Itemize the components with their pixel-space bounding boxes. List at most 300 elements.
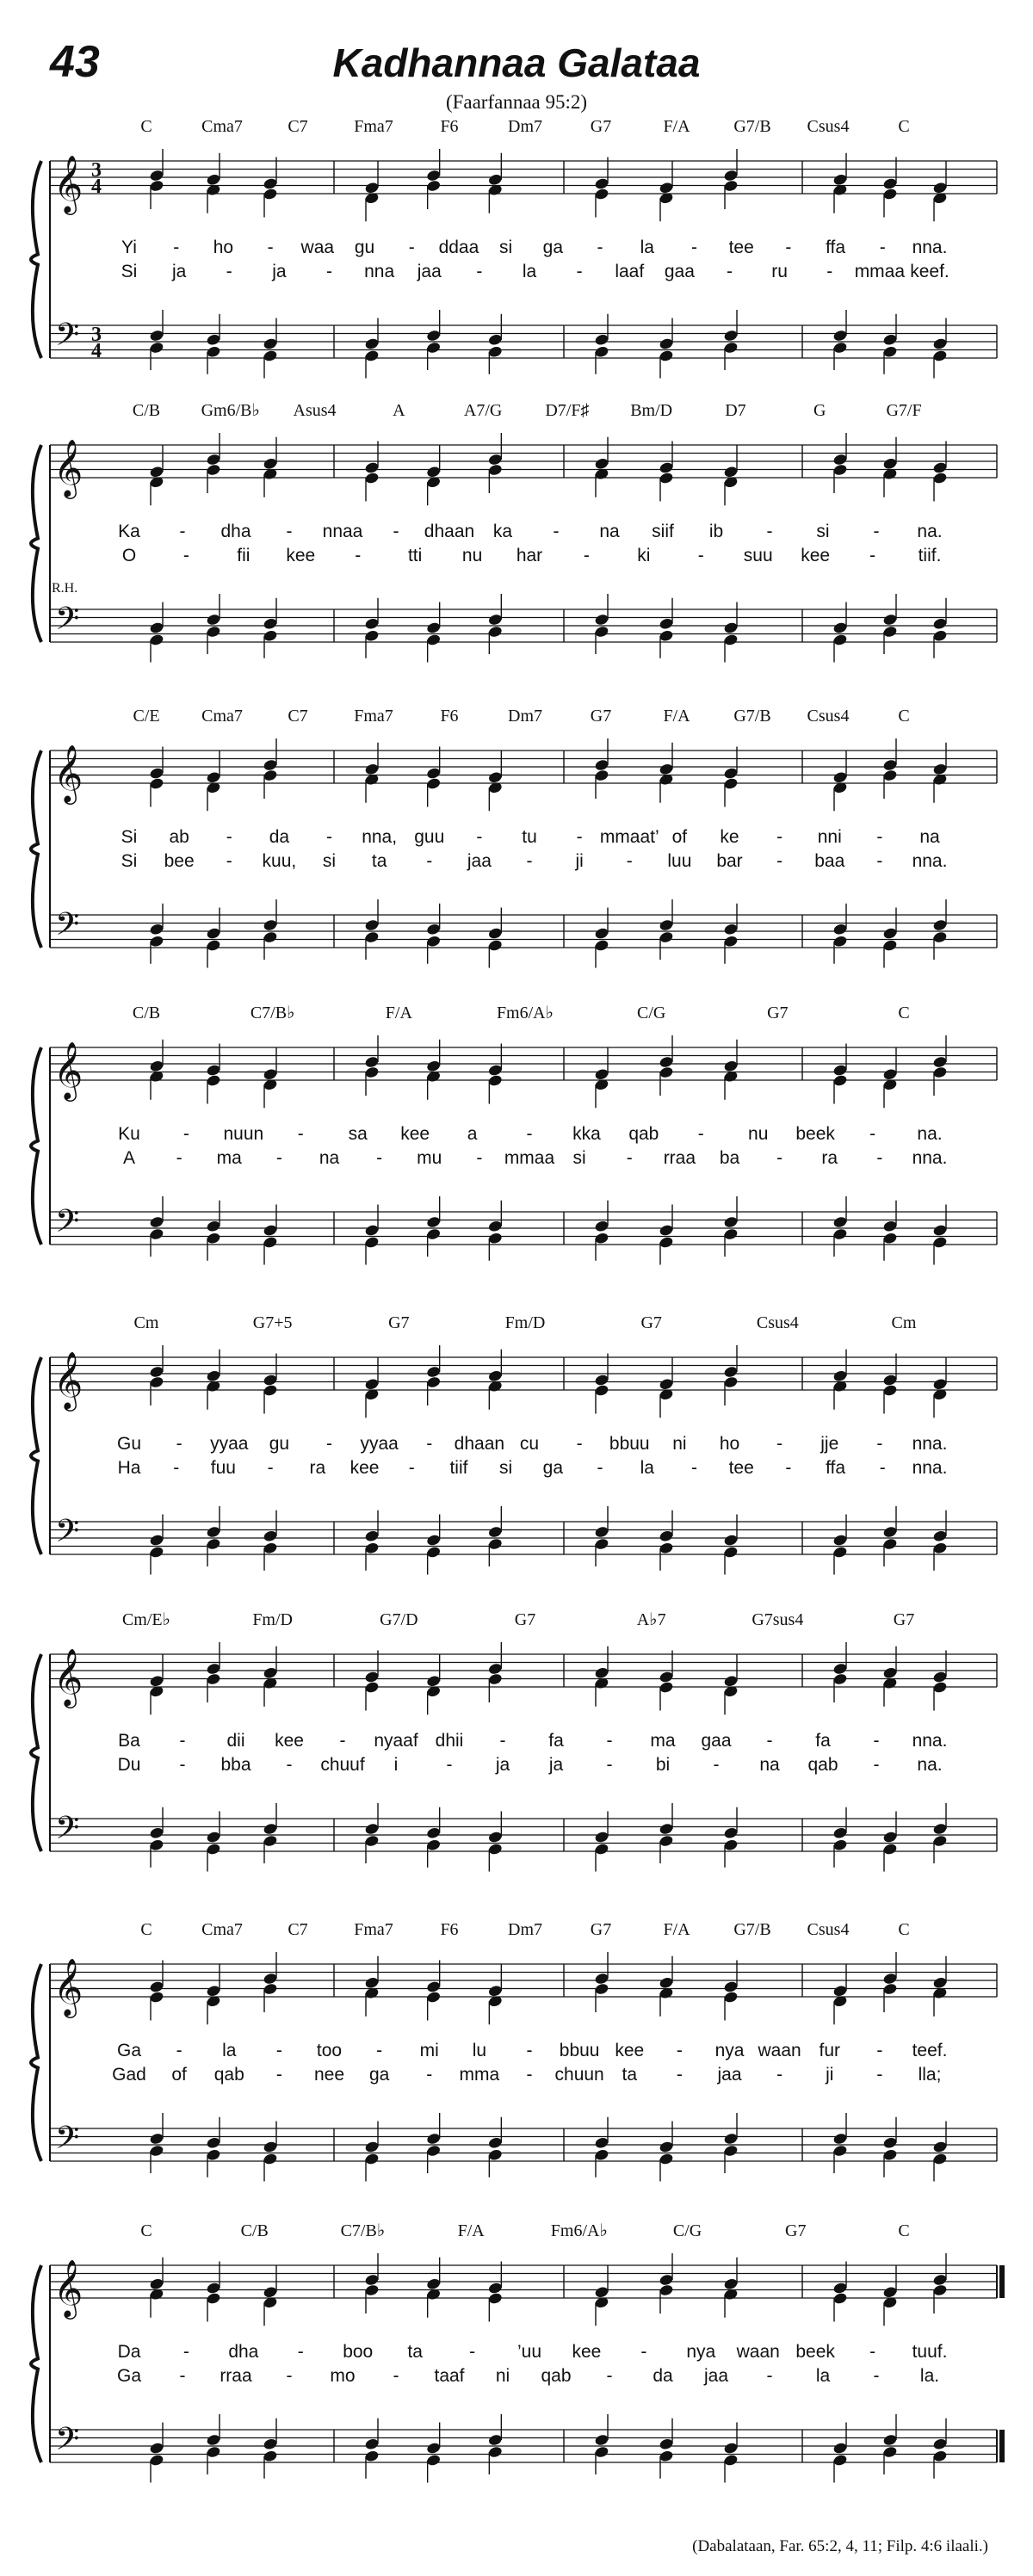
chord-symbol: C7/B♭ [250, 1004, 295, 1022]
bass-clef: 𝄢 [55, 1203, 80, 1247]
notehead [723, 1375, 739, 1388]
notehead [882, 939, 898, 952]
notehead [206, 927, 221, 940]
lyric-syllable: gaa [701, 1731, 732, 1751]
time-signature-bottom: 4 [91, 176, 102, 198]
notehead [263, 177, 278, 190]
notehead [832, 1534, 848, 1547]
notehead [364, 918, 380, 931]
lyric-hyphen: - [597, 1458, 603, 1478]
notehead [832, 1662, 848, 1675]
notehead [723, 2454, 739, 2467]
chord-symbol: G7 [590, 707, 612, 726]
chord-symbol: G [813, 401, 826, 420]
lyric-syllable: mmaat’ [599, 827, 659, 847]
notehead [487, 771, 503, 784]
lyric-syllable: fii [237, 546, 251, 565]
notehead [723, 179, 739, 192]
notehead [364, 930, 380, 943]
notehead [206, 1220, 221, 1232]
notehead [594, 1384, 609, 1397]
lyric-syllable: nya [686, 2342, 716, 2362]
notehead [882, 2445, 898, 2458]
lyric-syllable: laaf [615, 262, 645, 281]
notehead [206, 345, 221, 358]
notehead [426, 2277, 442, 2290]
notehead [206, 2292, 221, 2305]
notehead [882, 1537, 898, 1550]
lyric-syllable: nu [461, 546, 483, 565]
notehead [426, 777, 442, 790]
lyric-syllable: waa [300, 238, 335, 257]
notehead [426, 1534, 442, 1547]
notehead [832, 1985, 848, 1998]
lyric-syllable: la [522, 262, 537, 281]
notehead [832, 1826, 848, 1839]
notehead [659, 349, 674, 362]
notehead [594, 333, 609, 346]
chord-symbol: Cm [891, 1313, 917, 1332]
notehead [426, 1838, 442, 1851]
notehead [932, 930, 948, 943]
lyric-syllable: ta [371, 851, 387, 871]
lyric-syllable: Si [121, 851, 138, 871]
chord-symbol: A7/G [463, 401, 503, 420]
notehead [594, 1972, 609, 1985]
lyric-syllable: ddaa [438, 238, 479, 257]
lyric-hyphen: - [526, 2065, 533, 2085]
time-signature-bottom: 4 [91, 340, 102, 362]
notehead [723, 1215, 739, 1228]
lyric-hyphen: - [275, 2041, 282, 2060]
notehead [932, 1066, 948, 1078]
notehead [659, 1671, 674, 1683]
notehead [594, 1374, 609, 1387]
notehead [149, 1215, 164, 1228]
lyric-hyphen: - [676, 2065, 683, 2085]
notehead [149, 621, 164, 634]
lyric-syllable: tu [522, 827, 537, 847]
notehead [832, 1064, 848, 1077]
notehead [263, 2286, 278, 2299]
notehead [594, 1831, 609, 1844]
lyric-hyphen: - [469, 2342, 476, 2362]
notehead [263, 1666, 278, 1679]
notehead [487, 1064, 503, 1077]
notehead [487, 1220, 503, 1232]
chord-symbol: Csus4 [807, 1920, 850, 1939]
notehead [932, 472, 948, 485]
notehead [206, 453, 221, 466]
lyric-hyphen: - [393, 522, 399, 541]
notehead [932, 763, 948, 775]
notehead [659, 918, 674, 931]
notehead [882, 1843, 898, 1856]
lyric-syllable: nna. [912, 1434, 948, 1454]
notehead [487, 625, 503, 638]
lyric-syllable: da [269, 827, 290, 847]
chord-symbol: G7+5 [252, 1313, 293, 1332]
lyric-hyphen: - [339, 1731, 346, 1751]
lyric-hyphen: - [408, 1458, 415, 1478]
lyric-hyphen: - [286, 522, 293, 541]
notehead [594, 758, 609, 771]
chord-symbol: Fma7 [354, 707, 393, 726]
notehead [364, 1066, 380, 1078]
lyric-syllable: nnaa [322, 522, 363, 541]
chord-symbol: G7 [767, 1004, 789, 1022]
notehead [364, 1976, 380, 1989]
notehead [659, 337, 674, 350]
lyric-syllable: ta [622, 2065, 638, 2085]
notehead [487, 2282, 503, 2295]
notehead [594, 1982, 609, 1995]
notehead [832, 173, 848, 186]
notehead [263, 1529, 278, 1542]
notehead [149, 1980, 164, 1993]
lyric-syllable: rraa [663, 1148, 696, 1168]
lyric-syllable: mmaa [504, 1148, 555, 1168]
notehead [832, 341, 848, 354]
notehead [263, 1384, 278, 1397]
lyric-syllable: mi [419, 2041, 439, 2060]
chord-symbol: C [898, 1004, 910, 1022]
lyric-syllable: la [640, 1458, 654, 1478]
notehead [594, 927, 609, 940]
notehead [487, 2136, 503, 2149]
lyric-hyphen: - [326, 1434, 332, 1454]
bass-clef: 𝄢 [55, 1513, 80, 1557]
notehead [426, 2454, 442, 2467]
lyric-syllable: siif [652, 522, 674, 541]
notehead [882, 1384, 898, 1397]
lyric-hyphen: - [626, 851, 633, 871]
chord-symbol: A [393, 401, 405, 420]
lyric-hyphen: - [876, 1434, 883, 1454]
lyric-syllable: Gad [112, 2065, 146, 2085]
chord-symbol: G7/D [380, 1610, 418, 1629]
chord-symbol: Dm7 [508, 1920, 542, 1939]
notehead [594, 1068, 609, 1081]
notehead [932, 349, 948, 362]
chord-symbol: C7 [288, 707, 308, 726]
notehead [426, 169, 442, 182]
chord-symbol: F/A [663, 1920, 690, 1939]
chord-symbol: Cm [133, 1313, 159, 1332]
notehead [723, 923, 739, 936]
lyric-hyphen: - [226, 262, 232, 281]
lyric-hyphen: - [690, 238, 697, 257]
lyric-syllable: mu [417, 1148, 442, 1168]
chord-symbol: Cm/E♭ [121, 1610, 171, 1629]
lyric-hyphen: - [176, 2041, 182, 2060]
notehead [659, 1224, 674, 1237]
lyric-hyphen: - [182, 546, 189, 565]
notehead [832, 771, 848, 784]
lyric-hyphen: - [297, 1124, 304, 1144]
lyric-syllable: O [121, 546, 137, 565]
notehead [659, 2153, 674, 2165]
notehead [487, 613, 503, 626]
notehead [149, 2454, 164, 2467]
lyric-hyphen: - [182, 1124, 189, 1144]
lyric-syllable: kka [572, 1124, 601, 1144]
lyric-hyphen: - [446, 1755, 453, 1775]
chord-symbol: C [140, 2221, 152, 2240]
notehead [364, 617, 380, 630]
lyric-syllable: nna, [362, 827, 398, 847]
notehead [206, 1232, 221, 1245]
chord-symbol: D7 [725, 401, 746, 420]
lyric-hyphen: - [776, 851, 783, 871]
lyric-syllable: mma [459, 2065, 500, 2085]
chord-symbol: G7 [388, 1313, 410, 1332]
chord-symbol: C/B [132, 1004, 161, 1022]
notehead [832, 2144, 848, 2157]
lyric-syllable: fa [548, 1731, 564, 1751]
notehead [426, 1365, 442, 1378]
notehead [263, 930, 278, 943]
lyric-syllable: nna [364, 262, 395, 281]
chord-symbol: C/G [636, 1004, 666, 1022]
notehead [263, 457, 278, 470]
treble-clef: 𝄞 [53, 744, 84, 802]
notehead [206, 333, 221, 346]
notehead [659, 472, 674, 485]
notehead [723, 1227, 739, 1240]
notehead [882, 1374, 898, 1387]
lyric-syllable: si [499, 238, 513, 257]
lyric-syllable: si [572, 1148, 586, 1168]
lyric-hyphen: - [576, 1434, 583, 1454]
chord-symbol: Fm6/A♭ [550, 2221, 608, 2240]
chord-symbol: D7/F♯ [545, 401, 590, 420]
lyric-syllable: boo [343, 2342, 374, 2362]
lyric-hyphen: - [426, 1434, 433, 1454]
chord-symbol: F/A [663, 117, 690, 136]
notehead [487, 463, 503, 476]
lyric-syllable: bba [220, 1755, 251, 1775]
lyric-hyphen: - [876, 851, 883, 871]
notehead [149, 1365, 164, 1378]
lyric-hyphen: - [697, 1124, 704, 1144]
lyric-syllable: fuu [210, 1458, 237, 1478]
notehead [206, 625, 221, 638]
lyric-syllable: la [222, 2041, 237, 2060]
lyric-hyphen: - [606, 1755, 613, 1775]
lyric-syllable: qab [213, 2065, 244, 2085]
lyric-hyphen: - [182, 2342, 189, 2362]
system-brace [31, 445, 41, 642]
notehead [206, 1525, 221, 1538]
lyric-syllable: kee [572, 2342, 602, 2362]
chord-symbol: G7 [640, 1313, 662, 1332]
notehead [206, 1843, 221, 1856]
chord-symbol: G7/B [733, 117, 771, 136]
notehead [882, 2433, 898, 2446]
notehead [149, 633, 164, 646]
lyric-hyphen: - [776, 1148, 783, 1168]
notehead [723, 1675, 739, 1688]
lyric-hyphen: - [776, 827, 783, 847]
notehead [263, 1972, 278, 1985]
system-brace [31, 1357, 41, 1554]
lyric-syllable: Gu [116, 1434, 142, 1454]
notehead [487, 1843, 503, 1856]
lyric-syllable: gu [354, 238, 375, 257]
notehead [364, 1236, 380, 1249]
notehead [832, 1838, 848, 1851]
lyric-hyphen: - [376, 2041, 383, 2060]
notehead [206, 463, 221, 476]
system-brace [31, 2265, 41, 2462]
scripture-reference: (Faarfannaa 95:2) [445, 91, 588, 113]
notehead [263, 188, 278, 201]
footer-reference: (Dabalataan, Far. 65:2, 4, 11; Filp. 4:6 ilaali.) [692, 2537, 988, 2555]
notehead [723, 935, 739, 948]
lyric-hyphen: - [576, 827, 583, 847]
notehead [932, 337, 948, 350]
chord-symbol: F6 [440, 707, 459, 726]
lyric-syllable: nyaaf [374, 1731, 418, 1751]
notehead [206, 1064, 221, 1077]
notehead [723, 2144, 739, 2157]
notehead [659, 182, 674, 195]
lyric-syllable: da [653, 2366, 673, 2386]
notehead [659, 2273, 674, 2286]
notehead [206, 613, 221, 626]
lyric-syllable: teef. [912, 2041, 948, 2060]
lyric-syllable: si [322, 851, 337, 871]
lyric-hyphen: - [267, 1458, 274, 1478]
notehead [932, 629, 948, 642]
treble-clef: 𝄞 [53, 1041, 84, 1099]
lyric-syllable: si [499, 1458, 513, 1478]
notehead [206, 2445, 221, 2458]
notehead [832, 1672, 848, 1685]
lyric-syllable: na [599, 522, 620, 541]
notehead [487, 2148, 503, 2161]
notehead [364, 1681, 380, 1694]
lyric-syllable: na [919, 827, 940, 847]
notehead [263, 1822, 278, 1835]
lyric-syllable: ma [650, 1731, 676, 1751]
system-brace [31, 1654, 41, 1851]
chord-symbol: C [898, 117, 910, 136]
notehead [149, 1534, 164, 1547]
lyric-syllable: mmaa [854, 262, 906, 281]
notehead [206, 173, 221, 186]
lyric-syllable: ga [542, 1458, 564, 1478]
notehead [932, 1224, 948, 1237]
notehead [263, 1982, 278, 1995]
notehead [659, 1529, 674, 1542]
notehead [206, 2433, 221, 2446]
notehead [426, 329, 442, 342]
lyric-hyphen: - [690, 1458, 697, 1478]
lyric-hyphen: - [179, 1731, 186, 1751]
notehead [594, 2445, 609, 2458]
lyric-hyphen: - [785, 1458, 792, 1478]
lyric-syllable: tiif [449, 1458, 468, 1478]
notehead [149, 2442, 164, 2455]
notehead [723, 1365, 739, 1378]
notehead [149, 1838, 164, 1851]
lyric-hyphen: - [766, 1731, 773, 1751]
notehead [426, 2442, 442, 2455]
lyric-syllable: fur [819, 2041, 841, 2060]
lyric-syllable: qab [541, 2366, 572, 2386]
notehead [263, 918, 278, 931]
notehead [263, 629, 278, 642]
chord-symbol: F/A [663, 707, 690, 726]
notehead [426, 767, 442, 780]
notehead [594, 2433, 609, 2446]
chord-symbol: Cma7 [201, 707, 243, 726]
notehead [263, 1224, 278, 1237]
notehead [206, 1985, 221, 1998]
notehead [206, 1831, 221, 1844]
lyric-syllable: Yi [121, 238, 137, 257]
notehead [594, 345, 609, 358]
treble-clef: 𝄞 [53, 1957, 84, 2016]
notehead [882, 1068, 898, 1081]
notehead [659, 2283, 674, 2296]
notehead [364, 1224, 380, 1237]
notehead [659, 2140, 674, 2153]
lyric-hyphen: - [286, 2366, 293, 2386]
notehead [364, 1055, 380, 1068]
notehead [149, 923, 164, 936]
notehead [659, 763, 674, 775]
notehead [263, 758, 278, 771]
notehead [832, 923, 848, 936]
bass-clef: 𝄢 [55, 906, 80, 950]
lyric-syllable: bee [164, 851, 195, 871]
lyric-syllable: luu [667, 851, 692, 871]
bass-clef: 𝄢 [55, 1810, 80, 1854]
chord-symbol: C/G [672, 2221, 702, 2240]
notehead [659, 629, 674, 642]
lyric-syllable: kee [801, 546, 831, 565]
lyric-hyphen: - [297, 2342, 304, 2362]
notehead [594, 1232, 609, 1245]
lyric-syllable: keef. [910, 262, 949, 281]
notehead [149, 1675, 164, 1688]
lyric-hyphen: - [869, 2342, 876, 2362]
notehead [364, 1822, 380, 1835]
notehead [832, 329, 848, 342]
notehead [263, 1541, 278, 1554]
lyric-syllable: Ga [116, 2041, 142, 2060]
lyric-hyphen: - [326, 262, 332, 281]
notehead [487, 1369, 503, 1382]
notehead [832, 1074, 848, 1087]
lyric-syllable: qab [628, 1124, 659, 1144]
lyric-syllable: beek [795, 2342, 835, 2362]
notehead [487, 927, 503, 940]
notehead [882, 2286, 898, 2299]
lyric-syllable: nna. [912, 1458, 948, 1478]
lyric-syllable: gaa [664, 262, 695, 281]
lyric-syllable: yyaa [210, 1434, 249, 1454]
lyric-syllable: nna. [912, 1148, 948, 1168]
chord-symbol: Asus4 [293, 401, 337, 420]
notehead [932, 617, 948, 630]
lyric-hyphen: - [526, 851, 533, 871]
notehead [364, 2437, 380, 2450]
lyric-hyphen: - [606, 1731, 613, 1751]
